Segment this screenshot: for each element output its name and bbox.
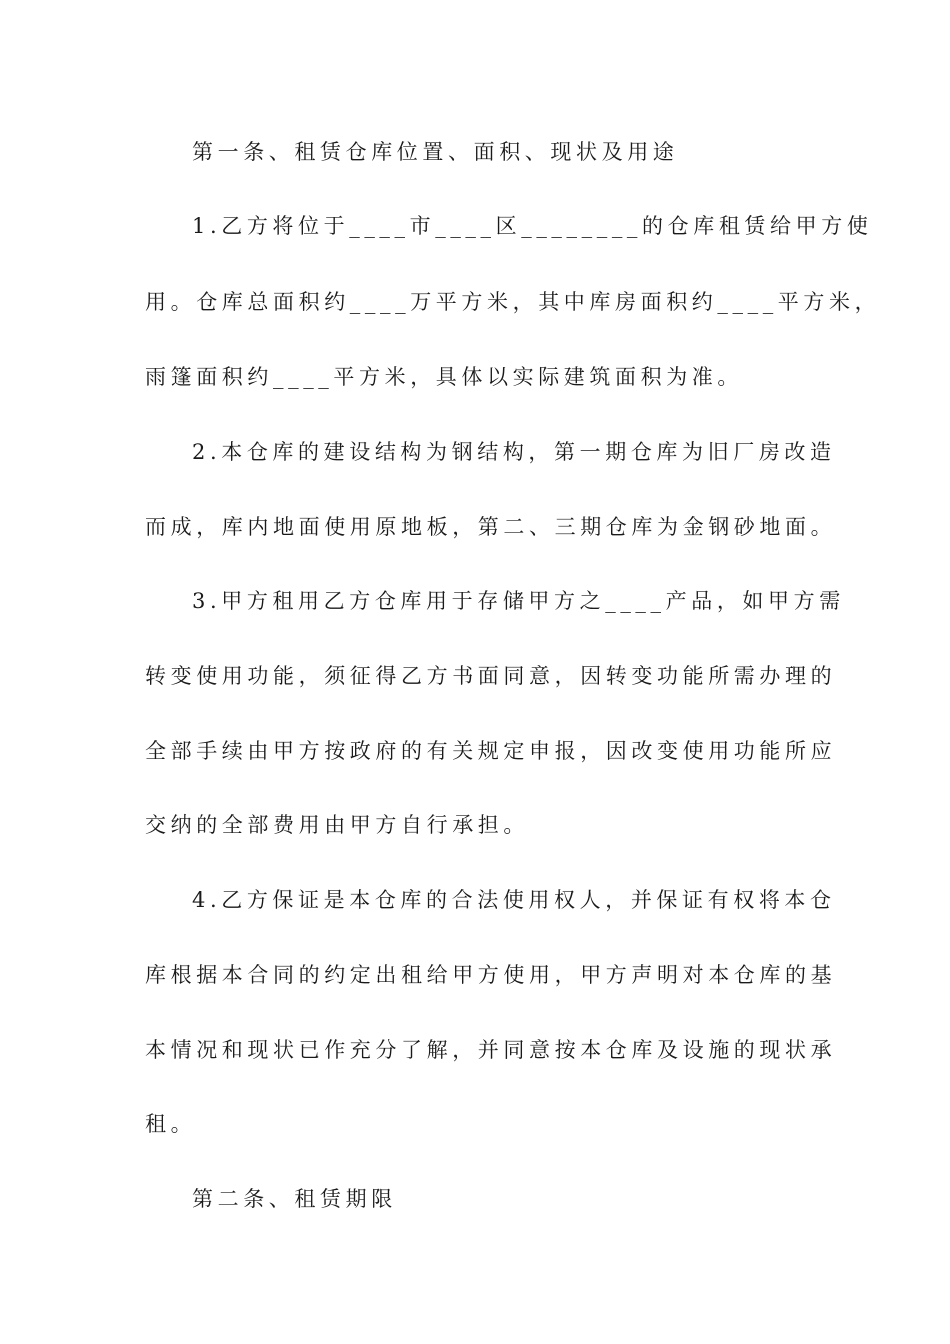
clause-4-line-1: 4.乙方保证是本仓库的合法使用权人，并保证有权将本仓 xyxy=(192,888,836,912)
clause-2-line-2: 而成，库内地面使用原地板，第二、三期仓库为金钢砂地面。 xyxy=(145,515,837,539)
clause-3-line-4: 交纳的全部费用由甲方自行承担。 xyxy=(145,813,529,837)
clause-1-line-1: 1.乙方将位于____市____区________的仓库租赁给甲方使 xyxy=(192,214,873,238)
clause-3-line-3: 全部手续由甲方按政府的有关规定申报，因改变使用功能所应 xyxy=(145,739,837,763)
clause-4-line-4: 租。 xyxy=(145,1112,197,1136)
article-1-heading: 第一条、租赁仓库位置、面积、现状及用途 xyxy=(192,140,679,164)
clause-4-line-2: 库根据本合同的约定出租给甲方使用，甲方声明对本仓库的基 xyxy=(145,963,837,987)
clause-4-line-3: 本情况和现状已作充分了解，并同意按本仓库及设施的现状承 xyxy=(145,1038,837,1062)
clause-3-line-1: 3.甲方租用乙方仓库用于存储甲方之____产品，如甲方需 xyxy=(192,589,845,613)
clause-3-line-2: 转变使用功能，须征得乙方书面同意，因转变功能所需办理的 xyxy=(145,664,837,688)
clause-1-line-3: 雨篷面积约____平方米，具体以实际建筑面积为准。 xyxy=(145,365,743,389)
clause-2-line-1: 2.本仓库的建设结构为钢结构，第一期仓库为旧厂房改造 xyxy=(192,440,836,464)
clause-1-line-2: 用。仓库总面积约____万平方米，其中库房面积约____平方米， xyxy=(145,290,881,314)
article-2-heading: 第二条、租赁期限 xyxy=(192,1187,397,1211)
